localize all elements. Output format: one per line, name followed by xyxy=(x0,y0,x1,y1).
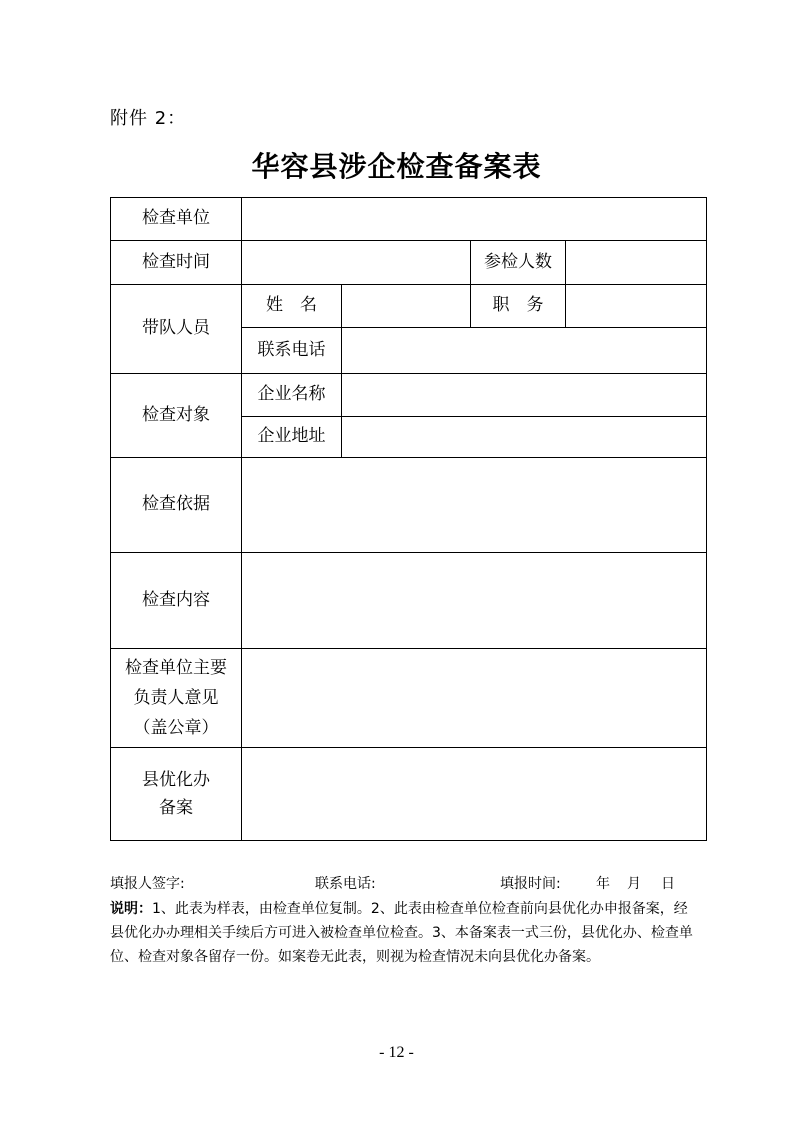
company-addr-field[interactable] xyxy=(342,417,707,458)
name-field[interactable] xyxy=(342,285,471,328)
basis-label: 检查依据 xyxy=(111,458,242,553)
signature-row xyxy=(110,873,695,893)
record-label-line1: 县优化办 xyxy=(142,770,210,790)
company-name-label: 企业名称 xyxy=(242,374,342,417)
time-field[interactable] xyxy=(242,241,471,285)
position-field[interactable] xyxy=(566,285,707,328)
note-paragraph xyxy=(110,897,695,969)
record-form-table xyxy=(110,197,707,841)
leader-label: 带队人员 xyxy=(111,285,242,374)
count-label: 参检人数 xyxy=(471,241,566,285)
opinion-label-line1: 检查单位主要 xyxy=(125,658,227,678)
note-text: 1、此表为样表，由检查单位复制。2、此表由检查单位检查前向县优化办申报备案，经县优化办办理相关手续后方可进入被检查单位检查。3、本备案表一式三份，县优化办、检查单位、检查对象各留存一份。如案卷无此表，则视为检查情况未向县优化办备案。 xyxy=(110,901,693,965)
fill-time-label: 填报时间: xyxy=(500,876,561,892)
basis-field[interactable] xyxy=(242,458,707,553)
attachment-label: 附件 2： xyxy=(110,108,187,129)
opinion-label-line2: 负责人意见 xyxy=(133,688,219,708)
name-label: 姓 名 xyxy=(242,285,342,328)
position-label: 职 务 xyxy=(471,285,566,328)
page-number: - 12 - xyxy=(379,1044,414,1061)
unit-field[interactable] xyxy=(242,198,707,241)
phone-field[interactable] xyxy=(342,328,707,374)
unit-label: 检查单位 xyxy=(111,198,242,241)
opinion-field[interactable] xyxy=(242,649,707,748)
year-label: 年 xyxy=(596,876,610,892)
month-label: 月 xyxy=(627,876,641,892)
page-title: 华容县涉企检查备案表 xyxy=(251,150,542,183)
contact-phone-label: 联系电话: xyxy=(315,876,376,892)
record-label xyxy=(111,748,242,841)
time-label: 检查时间 xyxy=(111,241,242,285)
record-label-line2: 备案 xyxy=(159,798,193,818)
opinion-label xyxy=(111,649,242,748)
record-field[interactable] xyxy=(242,748,707,841)
filler-label: 填报人签字: xyxy=(110,876,185,892)
count-field[interactable] xyxy=(566,241,707,285)
company-addr-label: 企业地址 xyxy=(242,417,342,458)
content-field[interactable] xyxy=(242,553,707,649)
phone-label: 联系电话 xyxy=(242,328,342,374)
note-title: 说明： xyxy=(110,901,152,917)
content-label: 检查内容 xyxy=(111,553,242,649)
company-name-field[interactable] xyxy=(342,374,707,417)
day-label: 日 xyxy=(661,876,675,892)
object-label: 检查对象 xyxy=(111,374,242,458)
opinion-label-line3: （盖公章） xyxy=(133,718,219,738)
